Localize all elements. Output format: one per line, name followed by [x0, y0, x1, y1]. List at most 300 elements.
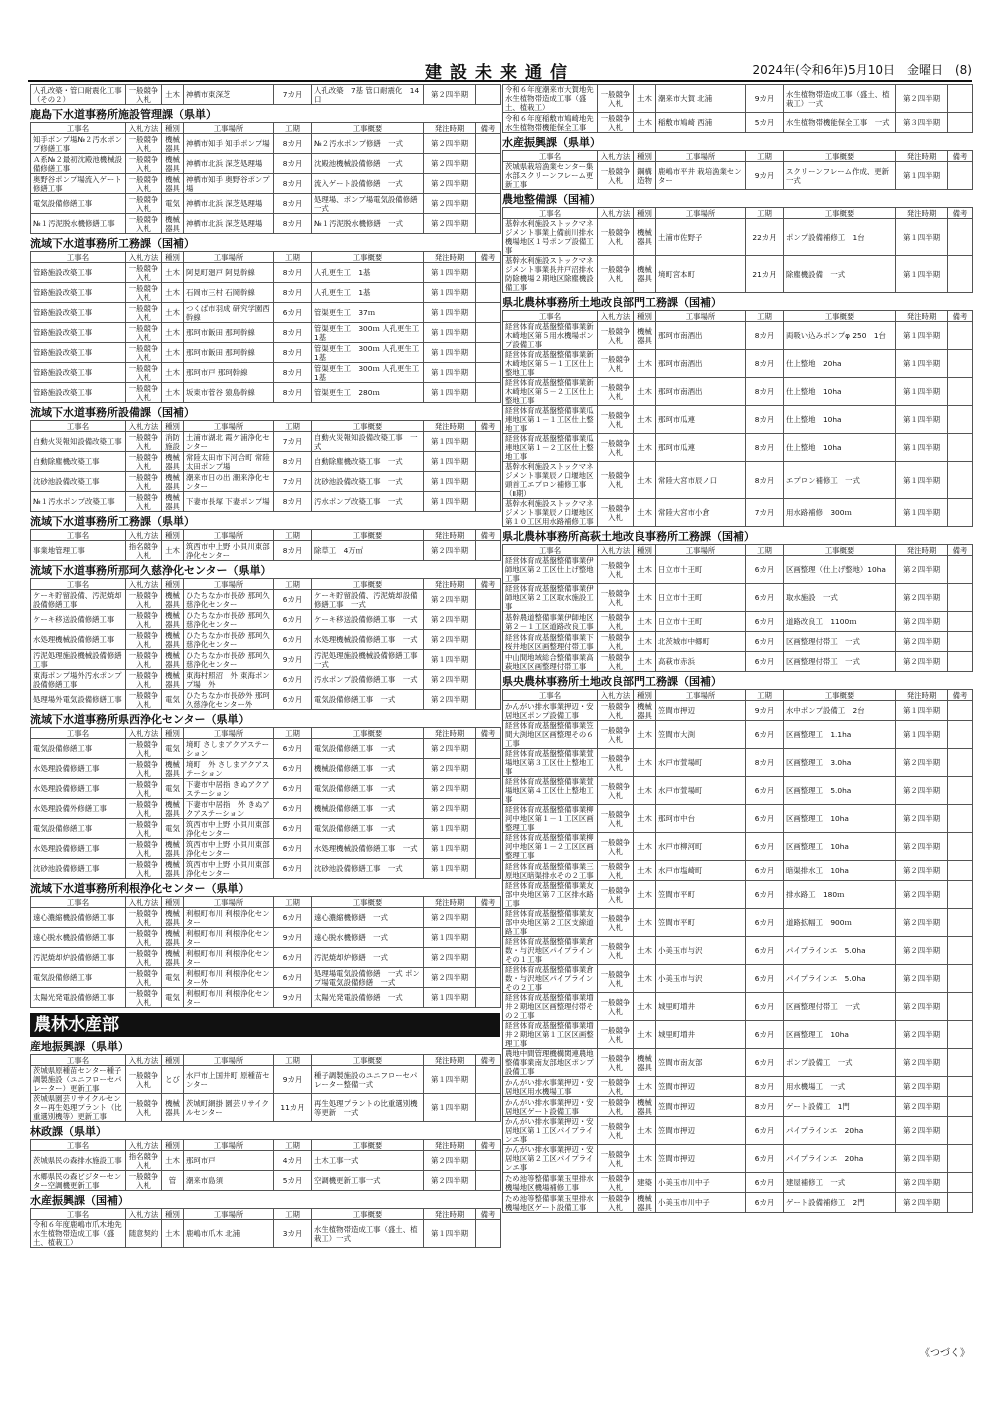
table-cell: 常陸太田市下河合町 常陸太田ポンプ場 [184, 452, 274, 472]
table-cell: 土木 [634, 556, 656, 584]
column-header: 入札方法 [598, 151, 634, 162]
table-cell: 8カ月 [746, 350, 784, 378]
table-cell: ため池等整備事業玉里排水機場地区ゲート設備工事 [503, 1193, 598, 1213]
column-header: 入札方法 [126, 728, 162, 739]
column-header: 種別 [634, 208, 656, 219]
table-cell: 第２四半期 [896, 1049, 948, 1077]
table-cell: 鹿嶋市爪木 北浦 [184, 1220, 274, 1248]
table-cell: 笠間市押辺 [656, 1077, 746, 1097]
column-header: 工事名 [31, 728, 126, 739]
table-cell: 汚水ポンプ改築工事 一式 [312, 492, 424, 512]
table-row [503, 1193, 973, 1213]
table-cell: 第２四半期 [424, 908, 476, 928]
publication-title: 建設未来通信 [425, 63, 575, 83]
table-cell: 那珂市飯田 那珂幹線 [184, 343, 274, 363]
table-cell: 一般競争入札 [598, 881, 634, 909]
table-row [31, 670, 501, 690]
table-cell: 第２四半期 [896, 652, 948, 672]
table-cell: 一般競争入札 [126, 343, 162, 363]
table-cell: 第２四半期 [424, 759, 476, 779]
table-row [503, 937, 973, 965]
table-row [31, 1171, 501, 1191]
table-cell: 一般競争入札 [126, 799, 162, 819]
table-cell: 8カ月 [274, 363, 312, 383]
table-cell: 第２四半期 [896, 1193, 948, 1213]
table-cell: 那珂市戸 那珂幹線 [184, 363, 274, 383]
table-cell [476, 343, 501, 363]
table-cell [476, 948, 501, 968]
table-row [503, 1117, 973, 1145]
table-row [503, 350, 973, 378]
table-cell: 太陽光発電設備修繕工事 [31, 988, 126, 1008]
table-row [503, 612, 973, 632]
project-table [30, 727, 501, 879]
table-cell: 高萩市赤浜 [656, 652, 746, 672]
table-cell: 第２四半期 [896, 833, 948, 861]
table-cell: 基幹農道整備事業伊師地区第２－１工区道路改良工事 [503, 612, 598, 632]
table-row [503, 434, 973, 462]
table-cell: 茨城県民の森排水施設工事 [31, 1151, 126, 1171]
table-header-row [503, 690, 973, 701]
table-row [503, 833, 973, 861]
issue-date: 2024年(令和6年)5月10日 金曜日 (8) [752, 63, 972, 77]
table-row [31, 303, 501, 323]
table-cell: 6カ月 [274, 690, 312, 710]
table-cell: 5カ月 [746, 113, 784, 133]
table-cell: 鋼構造物 [634, 162, 656, 190]
table-cell: 6カ月 [746, 909, 784, 937]
table-cell: 第２四半期 [896, 805, 948, 833]
table-cell: 6カ月 [746, 777, 784, 805]
table-cell: かんがい排水事業押辺・安居地区用水機場工事 [503, 1077, 598, 1097]
table-cell: 一般競争入札 [598, 652, 634, 672]
table-cell [948, 322, 973, 350]
table-cell: ポンプ設備工 一式 [784, 1049, 896, 1077]
table-cell [476, 492, 501, 512]
table-cell: 6カ月 [274, 303, 312, 323]
table-cell: 土木 [634, 1117, 656, 1145]
table-row [31, 472, 501, 492]
table-cell: 水処理機械設備修繕工事 一式 [312, 630, 424, 650]
table-cell: 6カ月 [274, 839, 312, 859]
table-cell: 8カ月 [746, 406, 784, 434]
table-cell [476, 590, 501, 610]
table-cell: 土木 [634, 584, 656, 612]
table-cell: 管路施設改築工事 [31, 383, 126, 403]
table-cell [476, 1094, 501, 1122]
table-row [503, 965, 973, 993]
column-header: 備考 [476, 1140, 501, 1151]
table-cell: 第２四半期 [896, 993, 948, 1021]
table-cell: 一般競争入札 [126, 363, 162, 383]
table-cell: 管渠更生工 300ｍ 人孔更生工 1基 [312, 363, 424, 383]
table-cell: 電気設備修繕工事 [31, 819, 126, 839]
table-cell: 管路施設改築工事 [31, 323, 126, 343]
table-cell: 除塵機設備 一式 [784, 256, 896, 293]
table-cell: 建屋補修工 一式 [784, 1173, 896, 1193]
table-cell: 機械器具 [162, 154, 184, 174]
table-cell: 機械器具 [162, 174, 184, 194]
table-row [31, 85, 501, 105]
table-row [31, 1094, 501, 1122]
table-cell: 一般競争入札 [126, 303, 162, 323]
table-cell: 管 [162, 1171, 184, 1191]
table-cell: 一般競争入札 [126, 610, 162, 630]
table-cell: 土木 [634, 499, 656, 527]
table-cell: 第１四半期 [896, 434, 948, 462]
column-header: 工事場所 [184, 728, 274, 739]
table-row [31, 968, 501, 988]
section-title: 産地振興課（県単） [30, 1040, 129, 1053]
table-cell: ポンプ設備補修工 1台 [784, 219, 896, 256]
table-cell: 8カ月 [746, 749, 784, 777]
table-cell: つくば市羽成 研究学園西幹線 [184, 303, 274, 323]
column-header: 工期 [274, 579, 312, 590]
table-cell: 一般競争入札 [126, 988, 162, 1008]
table-cell: 人孔改築・管口耐震化工事（その２） [31, 85, 126, 105]
table-cell [948, 556, 973, 584]
column-header: 備考 [476, 728, 501, 739]
table-cell: 土木 [634, 612, 656, 632]
table-cell: 一般競争入札 [598, 434, 634, 462]
table-cell [948, 701, 973, 721]
table-cell: 一般競争入札 [598, 937, 634, 965]
table-row [31, 948, 501, 968]
column-header: 工事名 [31, 1140, 126, 1151]
table-row [31, 452, 501, 472]
table-cell: 電気設備修繕工事 一式 [312, 779, 424, 799]
column-header: 入札方法 [598, 208, 634, 219]
table-cell: 水処理設備修繕工事 [31, 759, 126, 779]
table-cell: 一般競争入札 [126, 283, 162, 303]
table-row [503, 1049, 973, 1077]
table-cell: 一般競争入札 [598, 777, 634, 805]
table-cell: 21カ月 [746, 256, 784, 293]
table-cell: 8カ月 [274, 541, 312, 561]
table-cell: 第２四半期 [896, 85, 948, 113]
table-cell: 区画整理工 5.0ha [784, 777, 896, 805]
table-cell: 取水施設 一式 [784, 584, 896, 612]
table-cell: 一般競争入札 [126, 323, 162, 343]
table-cell: 自動火災報知設備改築工事 一式 [312, 432, 424, 452]
table-cell: ひたちなか市長砂 那珂久慈浄化センター [184, 630, 274, 650]
table-cell: 一般競争入札 [598, 805, 634, 833]
column-header: 工事名 [503, 690, 598, 701]
table-cell: 一般競争入札 [126, 948, 162, 968]
table-cell: 一般競争入札 [126, 174, 162, 194]
project-table [30, 122, 501, 234]
table-row [31, 650, 501, 670]
table-cell: 下妻市中居指 外 きぬアクアステーション [184, 799, 274, 819]
table-cell: 電気 [162, 968, 184, 988]
column-header: 発注時期 [424, 1209, 476, 1220]
section-title: 流域下水道事務所利根浄化センター（県単） [30, 882, 250, 895]
column-header: 入札方法 [126, 1209, 162, 1220]
table-row [503, 1173, 973, 1193]
table-row [31, 819, 501, 839]
table-cell: 茨城町網掛 園芸リサイクルセンター [184, 1094, 274, 1122]
table-cell: 那珂市瓜連 [656, 434, 746, 462]
table-row [31, 1066, 501, 1094]
table-cell: 神栖市東深芝 [184, 85, 274, 105]
column-header: 工事場所 [656, 151, 746, 162]
table-cell: 経営体育成基盤整備事業伊師地区第２工区取水施設工事 [503, 584, 598, 612]
table-cell: 第１四半期 [896, 462, 948, 499]
table-cell: 土木 [634, 462, 656, 499]
table-cell: 機械器具 [162, 799, 184, 819]
table-cell: 汚泥焼却炉修繕 一式 [312, 948, 424, 968]
table-cell: パイプラインエ 5.0ha [784, 965, 896, 993]
table-cell: 第２四半期 [896, 1077, 948, 1097]
section-title: 流域下水道事務所工務課（国補） [30, 237, 195, 250]
column-header: 発注時期 [424, 1140, 476, 1151]
column-header: 種別 [162, 252, 184, 263]
table-cell: 一般競争入札 [598, 1145, 634, 1173]
table-cell: 土木 [634, 833, 656, 861]
table-cell: 水中ポンプ設備工 2台 [784, 701, 896, 721]
column-header: 工事場所 [184, 1209, 274, 1220]
table-cell: 神栖市北浜 深芝処理場 [184, 214, 274, 234]
column-header: 工事概要 [312, 123, 424, 134]
table-cell [948, 937, 973, 965]
table-row [31, 799, 501, 819]
table-cell: 一般競争入札 [598, 1021, 634, 1049]
table-cell: 6カ月 [746, 1117, 784, 1145]
table-cell: 両吸い込みポンプφ 250 1台 [784, 322, 896, 350]
table-cell: 一般競争入札 [598, 1077, 634, 1097]
table-cell: 常陸大宮市小倉 [656, 499, 746, 527]
table-cell: №２汚水ポンプ修繕 一式 [312, 134, 424, 154]
table-cell: 一般競争入札 [126, 690, 162, 710]
column-header: 工事名 [31, 1055, 126, 1066]
table-cell: 第１四半期 [424, 1220, 476, 1248]
column-header: 種別 [634, 151, 656, 162]
table-cell: 沈砂池設備修繕工事 [31, 859, 126, 879]
table-cell: 第２四半期 [424, 948, 476, 968]
column-header: 工事場所 [656, 311, 746, 322]
table-cell: 利根町布川 利根浄化センター外 [184, 968, 274, 988]
table-cell: 東海ポンプ場外汚水ポンプ設備修繕工事 [31, 670, 126, 690]
table-cell: 電気設備修繕工事 一式 [312, 819, 424, 839]
table-cell: 土木 [162, 85, 184, 105]
column-header: 発注時期 [896, 545, 948, 556]
table-cell: 8カ月 [746, 434, 784, 462]
table-cell [476, 1151, 501, 1171]
table-header-row [31, 123, 501, 134]
table-cell [948, 462, 973, 499]
table-row [31, 263, 501, 283]
column-header: 工事概要 [784, 545, 896, 556]
table-cell: 6カ月 [746, 652, 784, 672]
table-cell: 坂東市菅谷 猿島幹線 [184, 383, 274, 403]
table-cell: 沈砂池設備改築工事 [31, 472, 126, 492]
table-row [31, 590, 501, 610]
table-cell: ため池等整備事業玉里排水機場地区機場補修工事 [503, 1173, 598, 1193]
table-cell: 随意契約 [126, 1220, 162, 1248]
table-cell: ケーキ貯留設備、汚泥焼却設備修繕工事 [31, 590, 126, 610]
table-cell: 経営体育成基盤整備事業瓜連地区第１－１工区仕上整地工事 [503, 406, 598, 434]
table-cell: 基幹水利施設ストックマネジメント事業辰ノ口堰地区第１０工区用水路補修工事 [503, 499, 598, 527]
table-cell: 電気設備修繕工事 一式 [312, 739, 424, 759]
table-cell: 指名競争入札 [126, 1151, 162, 1171]
table-cell [476, 154, 501, 174]
table-cell: 4カ月 [274, 1151, 312, 1171]
table-cell: 経営体育成基盤整備事業瓜連地区第１－２工区仕上整地工事 [503, 434, 598, 462]
table-cell: 排水路工 180ｍ [784, 881, 896, 909]
table-cell: 消防施設 [162, 432, 184, 452]
table-cell: 潮来市大賀 北浦 [656, 85, 746, 113]
table-row [503, 861, 973, 881]
table-cell [948, 378, 973, 406]
table-cell: 土木 [634, 1021, 656, 1049]
table-cell: 8カ月 [274, 154, 312, 174]
table-cell: 6カ月 [746, 721, 784, 749]
table-cell: 日立市十王町 [656, 612, 746, 632]
table-cell: 第２四半期 [424, 590, 476, 610]
column-header: 種別 [162, 123, 184, 134]
table-cell [476, 759, 501, 779]
table-cell: 第２四半期 [896, 584, 948, 612]
column-header: 発注時期 [424, 530, 476, 541]
table-cell: 筑西市中上野 小貝川東部浄化センター [184, 819, 274, 839]
column-header: 発注時期 [424, 252, 476, 263]
table-cell: 水戸市塩崎町 [656, 861, 746, 881]
table-cell: 6カ月 [274, 948, 312, 968]
table-cell: 茨城県原種苗センター種子調製施設（ユニフローセパレーター）更新工事 [31, 1066, 126, 1094]
table-row [31, 1151, 501, 1171]
table-cell: 第２四半期 [424, 779, 476, 799]
table-row [31, 154, 501, 174]
column-header: 備考 [476, 579, 501, 590]
table-row [31, 630, 501, 650]
table-row [503, 1145, 973, 1173]
table-cell: 6カ月 [746, 1145, 784, 1173]
table-cell: 一般競争入札 [598, 861, 634, 881]
table-cell: かんがい排水事業押辺・安居地区ポンプ設備工事 [503, 701, 598, 721]
table-cell: 経営体育成基盤整備事業新木崎地区第５用水機場ポンプ設備工事 [503, 322, 598, 350]
table-cell: 第２四半期 [896, 909, 948, 937]
table-cell [476, 908, 501, 928]
left-column [30, 84, 500, 1248]
table-cell: ひたちなか市長砂 那珂久慈浄化センター [184, 590, 274, 610]
section-title: 農地整備課（国補） [502, 193, 601, 206]
table-cell: 遠心脱水機修繕 一式 [312, 928, 424, 948]
table-cell: 第２四半期 [896, 777, 948, 805]
table-cell [476, 541, 501, 561]
table-cell [948, 1021, 973, 1049]
table-cell: 6カ月 [274, 590, 312, 610]
department-heading: 農林水産部 [30, 1013, 500, 1037]
table-cell: 日立市十王町 [656, 556, 746, 584]
table-cell: 区画整理工 3.0ha [784, 749, 896, 777]
table-cell: 9カ月 [274, 988, 312, 1008]
column-header: 工事場所 [184, 897, 274, 908]
table-cell: 22カ月 [746, 219, 784, 256]
column-header: 工期 [274, 123, 312, 134]
table-cell: 機械器具 [162, 452, 184, 472]
table-cell [476, 85, 501, 105]
table-cell: 第２四半期 [896, 632, 948, 652]
table-cell: 土木 [634, 434, 656, 462]
table-cell: 一般競争入札 [598, 219, 634, 256]
table-cell: 一般競争入札 [598, 322, 634, 350]
table-cell: 機械器具 [634, 219, 656, 256]
column-header: 工事概要 [312, 421, 424, 432]
column-header: 工期 [746, 151, 784, 162]
table-cell: 電気 [162, 988, 184, 1008]
table-cell [948, 256, 973, 293]
table-cell: 水処理設備修繕工事 [31, 839, 126, 859]
table-cell: 一般競争入札 [598, 612, 634, 632]
table-header-row [31, 728, 501, 739]
table-cell [948, 993, 973, 1021]
table-cell: 8カ月 [746, 378, 784, 406]
table-cell: 一般競争入札 [126, 263, 162, 283]
column-header: 工事名 [31, 530, 126, 541]
table-cell: 第１四半期 [424, 472, 476, 492]
table-row [31, 174, 501, 194]
column-header: 発注時期 [424, 897, 476, 908]
table-cell: 経営体育成基盤整備事業友部中央地区第７工区排水路工事 [503, 881, 598, 909]
table-row [31, 908, 501, 928]
table-cell [948, 612, 973, 632]
project-table [30, 578, 501, 710]
column-header: 工事場所 [184, 1140, 274, 1151]
column-header: 発注時期 [424, 421, 476, 432]
section-title: 水産振興課（国補） [30, 1194, 129, 1207]
column-header: 工事名 [503, 311, 598, 322]
table-cell [948, 861, 973, 881]
table-row [503, 85, 973, 113]
table-cell: 一般競争入札 [126, 1066, 162, 1094]
table-cell: 土木 [162, 363, 184, 383]
table-cell: 土木 [634, 652, 656, 672]
table-cell: 汚泥焼却炉設備修繕工事 [31, 948, 126, 968]
table-cell: 機械器具 [634, 322, 656, 350]
table-row [31, 432, 501, 452]
table-cell: 一般競争入札 [126, 472, 162, 492]
table-cell: ケーキ移送設備修繕工事 一式 [312, 610, 424, 630]
column-header: 工期 [274, 421, 312, 432]
table-cell: 第２四半期 [424, 541, 476, 561]
table-cell: 第１四半期 [896, 721, 948, 749]
table-cell [948, 162, 973, 190]
column-header: 種別 [162, 1209, 184, 1220]
table-cell: 汚泥処理施設機械設備修繕工事 [31, 650, 126, 670]
table-cell [948, 85, 973, 113]
table-row [31, 739, 501, 759]
table-cell: 笠間市押辺 [656, 1097, 746, 1117]
table-cell: 暗渠排水工 10ha [784, 861, 896, 881]
table-cell [476, 859, 501, 879]
project-table [30, 1139, 501, 1191]
table-cell: 土木 [634, 632, 656, 652]
table-cell: 空調機更新工事一式 [312, 1171, 424, 1191]
table-cell: 土木 [634, 350, 656, 378]
column-header: 入札方法 [126, 123, 162, 134]
table-cell: 水戸市萱場町 [656, 777, 746, 805]
table-cell: 経営体育成基盤整備事業増井２期地区第１工区区画整理工事 [503, 1021, 598, 1049]
table-cell: 電気設備修繕工事 [31, 194, 126, 214]
table-header-row [31, 579, 501, 590]
table-cell: 9カ月 [746, 85, 784, 113]
table-cell: 境町 さしまアクアステーション [184, 739, 274, 759]
table-cell: 第１四半期 [896, 378, 948, 406]
table-cell [948, 113, 973, 133]
table-cell: 経営体育成基盤整備事業増井２期地区区画整理付帯その２工事 [503, 993, 598, 1021]
table-cell: 機械器具 [162, 670, 184, 690]
table-cell: 第１四半期 [424, 383, 476, 403]
